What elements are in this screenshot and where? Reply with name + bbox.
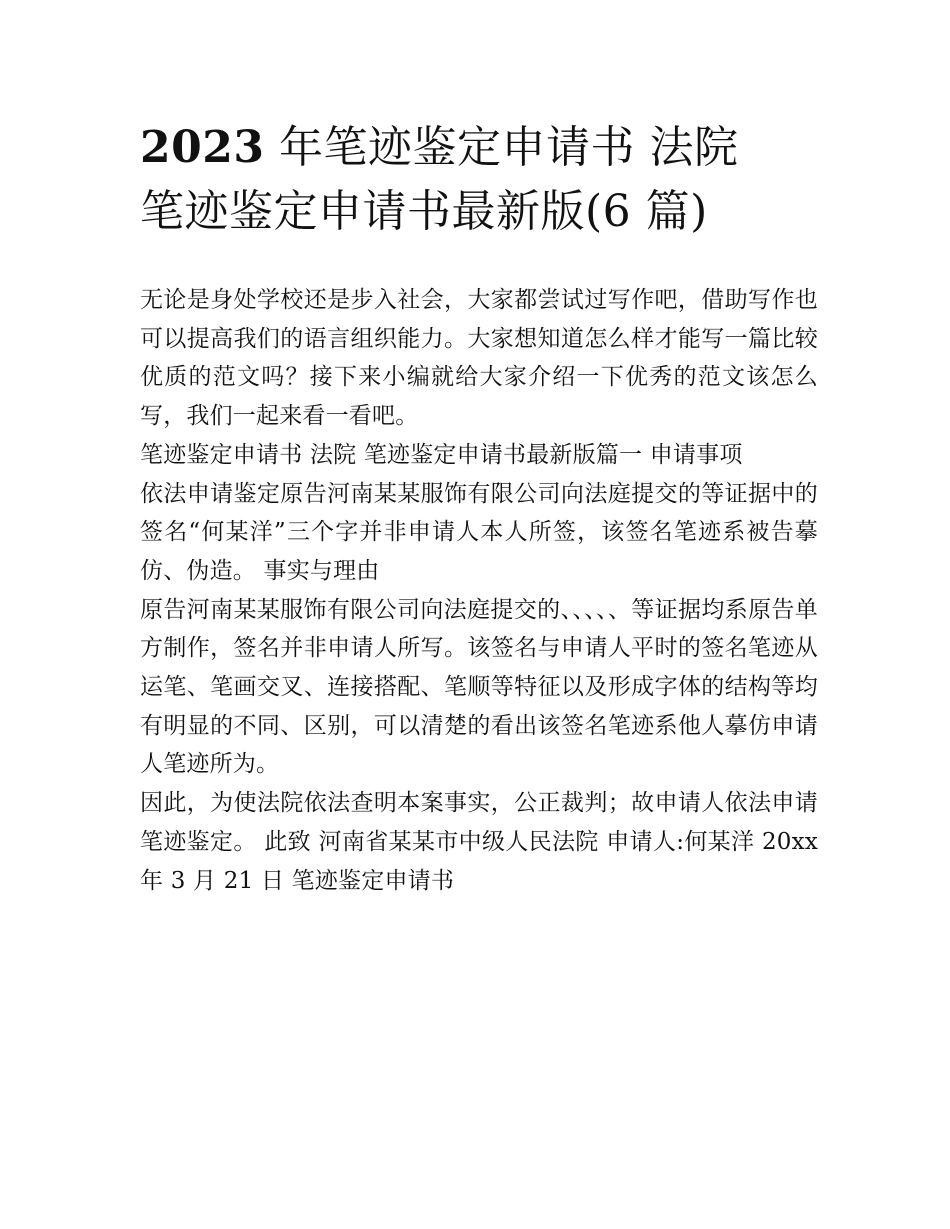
title-year: 2023 xyxy=(140,122,265,173)
application-matters-paragraph: 依法申请鉴定原告河南某某服饰有限公司向法庭提交的等证据中的签名“何某洋”三个字并非申请人本人所签，该签名笔迹系被告摹仿、伪造。 事实与理由 xyxy=(140,480,818,584)
closing-paragraph: 因此，为使法院依法查明本案事实，公正裁判；故申请人依法申请笔迹鉴定。 此致 河南省某某市中级人民法院 申请人:何某洋 20xx 年 3 月 21 日 笔迹鉴定申请书 xyxy=(140,790,818,894)
document-body xyxy=(140,281,818,900)
document-title xyxy=(140,116,820,244)
title-line-2: 笔迹鉴定申请书最新版(6 篇) xyxy=(140,186,708,237)
facts-reasons-paragraph: 原告河南某某服饰有限公司向法庭提交的、、、、、等证据均系原告单方制作，签名并非申请人所写。该签名与申请人平时的签名笔迹从运笔、笔画交叉、连接搭配、笔顺等特征以及形成字体的结构等均有明显的不同、区别，可以清楚的看出该签名笔迹系他人摹仿申请人笔迹所为。 xyxy=(140,596,818,778)
title-line-1 xyxy=(140,116,820,180)
intro-paragraph: 无论是身处学校还是步入社会，大家都尝试过写作吧，借助写作也可以提高我们的语言组织能力。大家想知道怎么样才能写一篇比较优质的范文吗？接下来小编就给大家介绍一下优秀的范文该怎么写，我们一起来看一看吧。 xyxy=(140,287,818,430)
section-heading-paragraph: 笔迹鉴定申请书 法院 笔迹鉴定申请书最新版篇一 申请事项 xyxy=(140,441,743,468)
title-line-1-text: 年笔迹鉴定申请书 法院 xyxy=(264,122,739,173)
